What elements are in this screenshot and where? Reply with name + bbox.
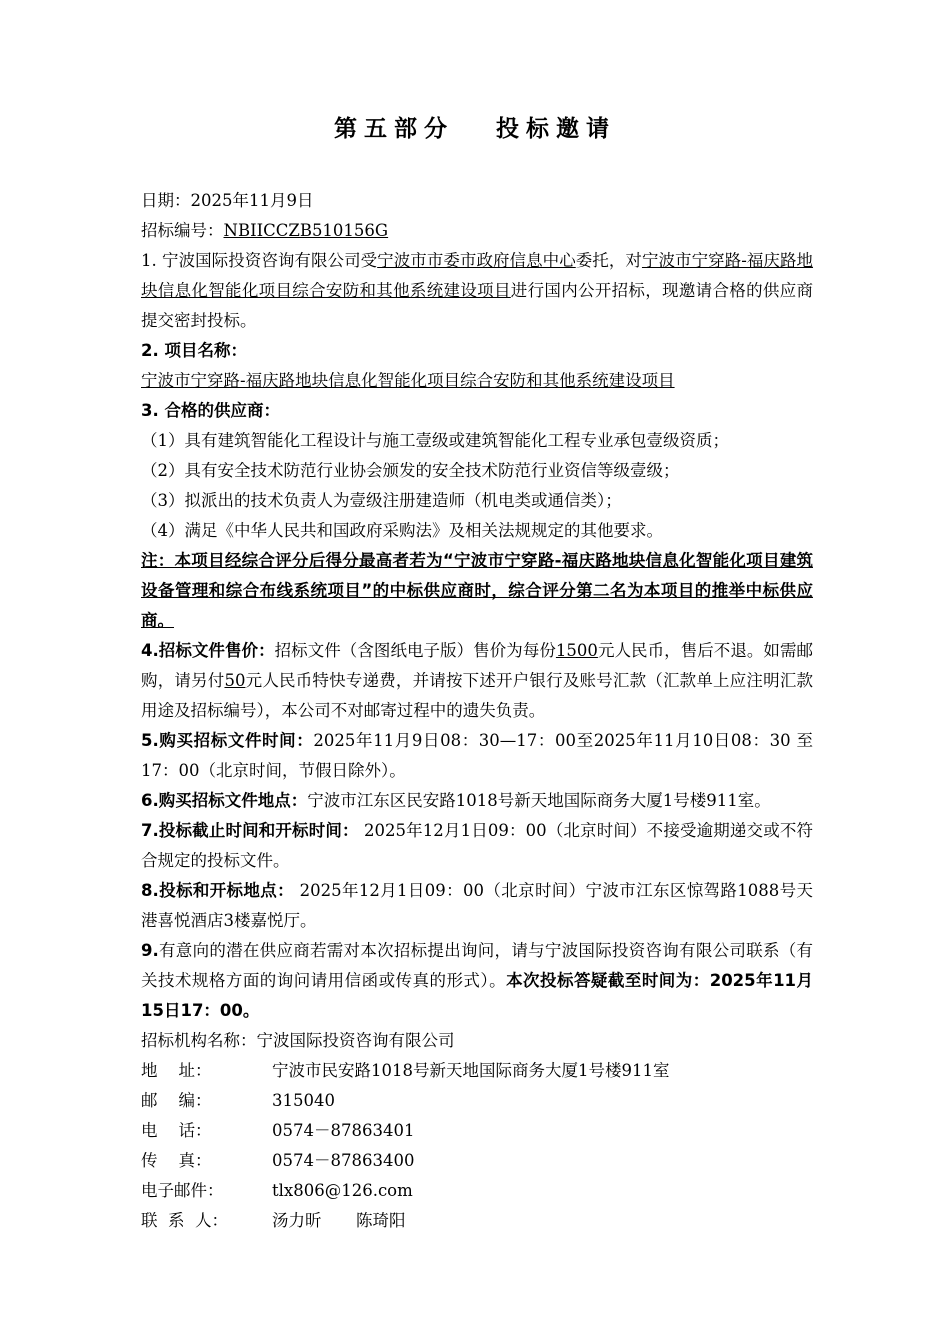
- contact-value: 315040: [272, 1091, 335, 1110]
- title-main: 投标邀请: [496, 116, 616, 142]
- page-title: [0, 110, 950, 143]
- section-9-deadline: 本次投标答疑截至时间为：2025年11月15日17：00。: [141, 971, 814, 1020]
- section-9: [141, 936, 813, 1026]
- contact-label: 联 系 人：: [141, 1211, 228, 1230]
- section-7-text: 2025年12月1日09：00（北京时间）不接受逾期递交或不符合规定的投标文件。: [141, 821, 813, 870]
- section-4-label: 4.招标文件售价：: [141, 641, 275, 660]
- tender-number-label: 招标编号：: [141, 221, 224, 240]
- section-5-text: 2025年11月9日08：30—17：00至2025年11月10日08：30 至17：00（北京时间，节假日除外）。: [141, 731, 814, 780]
- contact-person-name: 陈琦阳: [356, 1211, 406, 1230]
- section-2-title: 2. 项目名称：: [141, 341, 247, 360]
- section-6: [141, 786, 813, 816]
- section-8: [141, 876, 813, 936]
- section-4-text-b: 元人民币，售后不退。如需邮购，请另付: [141, 641, 814, 690]
- section-1-text-a: 1. 宁波国际投资咨询有限公司受: [141, 251, 378, 270]
- section-3-title: 3. 合格的供应商：: [141, 401, 280, 420]
- section-9-text: 有意向的潜在供应商若需对本次招标提出询问，请与宁波国际投资咨询有限公司联系（有关技术规格方面的询问请用信函或传真的形式）。: [141, 941, 813, 990]
- title-part: 第五部分: [334, 116, 454, 142]
- qualification-item: （3）拟派出的技术负责人为壹级注册建造师（机电类或通信类）；: [141, 491, 622, 510]
- section-7-label: 7.投标截止时间和开标时间：: [141, 821, 359, 840]
- section-8-label: 8.投标和开标地点：: [141, 881, 295, 900]
- section-1-text-c: 进行国内公开招标，现邀请合格的供应商提交密封投标。: [141, 281, 814, 330]
- date-line: 日期：2025年11月9日: [141, 191, 314, 210]
- section-4-text-a: 招标文件（含图纸电子版）售价为每份: [274, 641, 556, 660]
- section-6-text: 宁波市江东区民安路1018号新天地国际商务大厦1号楼911室。: [307, 791, 771, 810]
- section-6-label: 6.购买招标文件地点：: [141, 791, 308, 810]
- contact-row: [141, 1176, 813, 1206]
- section-5: [141, 726, 813, 786]
- contact-block: [141, 1056, 813, 1236]
- qualification-item: （4）满足《中华人民共和国政府采购法》及相关法规规定的其他要求。: [141, 521, 663, 540]
- document-price: 1500: [555, 641, 598, 660]
- client-name: 宁波市市委市政府信息中心: [377, 251, 576, 270]
- contact-label: 传 真：: [141, 1151, 212, 1170]
- contact-row: [141, 1146, 813, 1176]
- contact-value: 0574－87863401: [272, 1121, 415, 1140]
- contact-value: 0574－87863400: [272, 1151, 415, 1170]
- section-4: [141, 636, 813, 726]
- tender-number-value: NBIICCZB510156G: [223, 221, 389, 240]
- qualification-item: （2）具有安全技术防范行业协会颁发的安全技术防范行业资信等级壹级；: [141, 461, 680, 480]
- contact-label: 电 话：: [141, 1121, 212, 1140]
- postage-fee: 50: [224, 671, 246, 690]
- contact-label: 电子邮件：: [141, 1181, 224, 1200]
- contact-row: [141, 1116, 813, 1146]
- project-name: 宁波市宁穿路-福庆路地块信息化智能化项目综合安防和其他系统建设项目: [141, 251, 814, 300]
- contact-label: 地 址：: [141, 1061, 212, 1080]
- email-value: tlx806@126.com: [272, 1181, 413, 1200]
- document-body: [141, 186, 813, 1236]
- important-note: 注：本项目经综合评分后得分最高者若为“宁波市宁穿路-福庆路地块信息化智能化项目建筑设备管理和综合布线系统项目”的中标供应商时，综合评分第二名为本项目的推举中标供应商。: [141, 551, 813, 630]
- section-9-label: 9.: [141, 941, 159, 960]
- contact-row: [141, 1086, 813, 1116]
- contact-person-row: [141, 1206, 813, 1236]
- agency-name: 招标机构名称：宁波国际投资咨询有限公司: [141, 1031, 455, 1050]
- contact-label: 邮 编：: [141, 1091, 212, 1110]
- contact-person-name: 汤力昕: [272, 1211, 322, 1230]
- section-1: [141, 246, 813, 336]
- section-8-text: 2025年12月1日09：00（北京时间）宁波市江东区惊驾路1088号天港喜悦酒店3楼嘉悦厅。: [141, 881, 814, 930]
- qualification-item: （1）具有建筑智能化工程设计与施工壹级或建筑智能化工程专业承包壹级资质；: [141, 431, 729, 450]
- section-4-text-c: 元人民币特快专递费，并请按下述开户银行及账号汇款（汇款单上应注明汇款用途及招标编号），本公司不对邮寄过程中的遗失负责。: [141, 671, 814, 720]
- section-7: [141, 816, 813, 876]
- tender-number-line: [141, 216, 813, 246]
- section-1-text-b: 委托，对: [575, 251, 642, 270]
- contact-value: 宁波市民安路1018号新天地国际商务大厦1号楼911室: [272, 1061, 670, 1080]
- section-2-project-name: 宁波市宁穿路-福庆路地块信息化智能化项目综合安防和其他系统建设项目: [141, 371, 675, 390]
- contact-row: [141, 1056, 813, 1086]
- section-5-label: 5.购买招标文件时间：: [141, 731, 314, 750]
